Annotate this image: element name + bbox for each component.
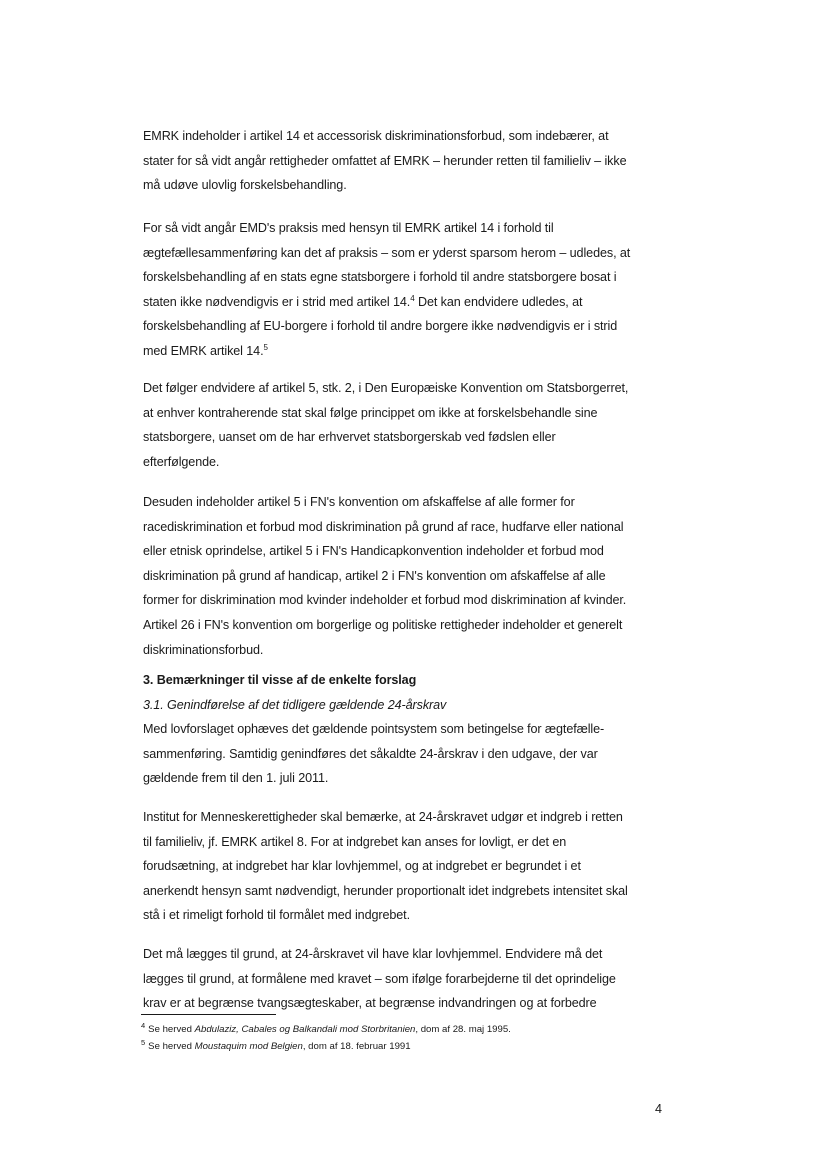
- text-line: For så vidt angår EMD's praksis med hensyn til EMRK artikel 14 i forhold til: [143, 221, 554, 235]
- text-line: Artikel 26 i FN's konvention om borgerlige og politiske rettigheder indeholder et generelt: [143, 617, 623, 632]
- footnote-text: , dom af 28. maj 1995.: [415, 1024, 511, 1035]
- section-heading: 3. Bemærkninger til visse af de enkelte forslag: [143, 673, 417, 687]
- text-segment: Det kan endvidere udledes, at: [414, 294, 583, 309]
- text-line: Med lovforslaget ophæves det gældende pointsystem som betingelse for ægtefælle-: [143, 722, 605, 737]
- paragraph-fn-conventions: [143, 490, 683, 662]
- text-line: forskelsbehandling af en stats egne statsborgere i forhold til andre statsborgere bosat i: [143, 270, 617, 285]
- text-line: krav er at begrænse tvangsægteskaber, at begrænse indvandringen og at forbedre: [143, 996, 597, 1011]
- paragraph-emd-practice: [143, 216, 683, 364]
- page-number: 4: [655, 1102, 663, 1116]
- text-line: diskriminationsforbud.: [143, 642, 264, 657]
- footnote-separator: [141, 1014, 276, 1015]
- text-line: Desuden indeholder artikel 5 i FN's konvention om afskaffelse af alle former for: [143, 495, 575, 509]
- text-line: anerkendt hensyn samt nødvendigt, herunder proportionalt idet indgrebets intensitet skal: [143, 883, 628, 898]
- text-line: ægtefællesammenføring kan det af praksis – som er yderst sparsom herom – udledes, at: [143, 245, 631, 260]
- footnote-ref-5[interactable]: 5: [263, 342, 268, 352]
- footnote-text: Se herved: [148, 1041, 195, 1052]
- footnote-number: 5: [141, 1038, 146, 1047]
- text-segment: med EMRK artikel 14.: [143, 343, 264, 358]
- text-line: gældende frem til den 1. juli 2011.: [143, 771, 329, 786]
- footnote-case-name: Moustaquim mod Belgien: [194, 1041, 303, 1052]
- text-line: til familieliv, jf. EMRK artikel 8. For at indgrebet kan anses for lovligt, er det en: [143, 834, 567, 849]
- text-line: Det følger endvidere af artikel 5, stk. 2, i Den Europæiske Konvention om Statsborgerret,: [143, 381, 629, 395]
- text-line: statsborgere, uanset om de har erhvervet statsborgerskab ved fødslen eller: [143, 430, 556, 445]
- text-line: [143, 290, 683, 315]
- paragraph-statsborgerret: [143, 376, 683, 474]
- text-line: Det må lægges til grund, at 24-årskravet vil have klar lovhjemmel. Endvidere må det: [143, 947, 603, 961]
- footnote-case-name: Abdulaziz, Cabales og Balkandali mod Storbritanien: [194, 1024, 416, 1035]
- footnote-ref-4[interactable]: 4: [410, 293, 415, 303]
- text-line: forskelsbehandling af EU-borgere i forhold til andre borgere ikke nødvendigvis er i strid: [143, 319, 618, 334]
- footnote-text: Se herved: [148, 1024, 195, 1035]
- text-line: forudsætning, at indgrebet har klar lovhjemmel, og at indgrebet er begrundet i et: [143, 859, 581, 874]
- text-segment: staten ikke nødvendigvis er i strid med artikel 14.: [143, 294, 411, 309]
- text-line: at enhver kontraherende stat skal følge princippet om ikke at forskelsbehandle sine: [143, 405, 598, 420]
- text-line: diskrimination på grund af handicap, artikel 2 i FN's konvention om afskaffelse af alle: [143, 568, 606, 583]
- section-subheading: 3.1. Genindførelse af det tidligere gældende 24-årskrav: [143, 697, 447, 712]
- footnote-4: [141, 1023, 701, 1037]
- footnote-5: [141, 1040, 701, 1054]
- paragraph-institut: [143, 805, 683, 928]
- text-line: må udøve ulovlig forskelsbehandling.: [143, 178, 347, 193]
- footnote-text: , dom af 18. februar 1991: [302, 1041, 411, 1052]
- text-line: eller etnisk oprindelse, artikel 5 i FN's Handicapkonvention indeholder et forbud mod: [143, 544, 604, 559]
- text-line: racediskrimination et forbud mod diskrimination på grund af race, hudfarve eller national: [143, 519, 624, 534]
- text-line: Institut for Menneskerettigheder skal bemærke, at 24-årskravet udgør et indgreb i retten: [143, 810, 623, 824]
- footnote-number: 4: [141, 1021, 146, 1030]
- text-line: [143, 339, 683, 364]
- text-line: stater for så vidt angår rettigheder omfattet af EMRK – herunder retten til familieliv – ikke: [143, 153, 627, 168]
- paragraph-lovhjemmel: [143, 942, 683, 1016]
- paragraph-emrk-article-14: [143, 124, 683, 198]
- text-line: efterfølgende.: [143, 454, 220, 469]
- text-line: sammenføring. Samtidig genindføres det såkaldte 24-årskrav i den udgave, der var: [143, 746, 598, 761]
- text-line: stå i et rimeligt forhold til formålet med indgrebet.: [143, 908, 410, 923]
- text-line: EMRK indeholder i artikel 14 et accessorisk diskriminationsforbud, som indebærer, at: [143, 129, 609, 143]
- text-line: lægges til grund, at formålene med kravet – som ifølge forarbejderne til det oprindelige: [143, 971, 616, 986]
- text-line: former for diskrimination mod kvinder indeholder et forbud mod diskrimination af kvinder.: [143, 593, 627, 608]
- section-3: [143, 668, 683, 791]
